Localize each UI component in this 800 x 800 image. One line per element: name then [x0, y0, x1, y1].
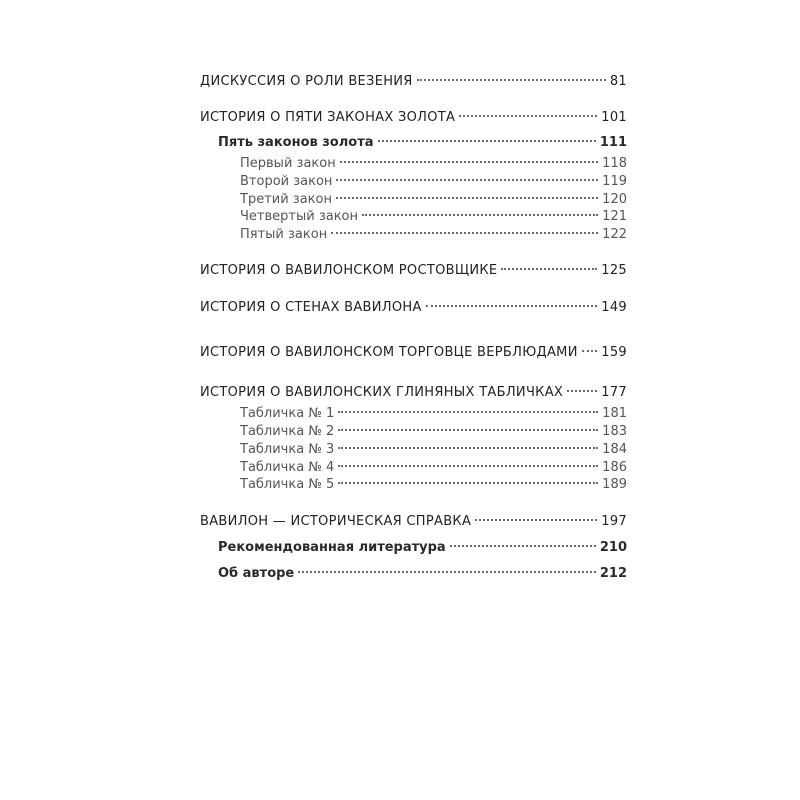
toc-entry: [218, 539, 627, 557]
toc-entry-page: 197: [601, 514, 627, 529]
toc-entry: [218, 565, 627, 583]
dot-leader: [417, 79, 606, 81]
toc-entry: [200, 109, 627, 127]
toc-entry: [218, 134, 627, 152]
toc-entry: [200, 384, 627, 402]
dot-leader: [336, 179, 598, 181]
toc-entry-title: Четвертый закон: [240, 209, 358, 224]
toc-entry-page: 189: [602, 477, 627, 492]
dot-leader: [362, 214, 598, 216]
toc-entry: [200, 299, 627, 317]
toc-entry-title: Первый закон: [240, 156, 336, 171]
toc-entry-page: 159: [601, 345, 627, 360]
toc-entry-title: Об авторе: [218, 566, 295, 581]
toc-entry: [240, 441, 627, 459]
toc-entry-title: ВАВИЛОН — ИСТОРИЧЕСКАЯ СПРАВКА: [200, 514, 472, 529]
toc-entry-title: ИСТОРИЯ О СТЕНАХ ВАВИЛОНА: [200, 300, 422, 315]
toc-entry-page: 186: [602, 460, 627, 475]
toc-entry-page: 119: [602, 174, 627, 189]
toc-entry-page: 181: [602, 406, 627, 421]
dot-leader: [378, 140, 596, 142]
toc-entry-page: 177: [601, 385, 627, 400]
toc-entry-title: Табличка № 1: [240, 406, 335, 421]
dot-leader: [426, 305, 598, 307]
dot-leader: [298, 571, 596, 573]
toc-entry-title: ДИСКУССИЯ О РОЛИ ВЕЗЕНИЯ: [200, 74, 413, 89]
toc-entry-title: Третий закон: [240, 192, 332, 207]
toc-entry: [240, 405, 627, 423]
toc-entry-page: 125: [601, 263, 627, 278]
dot-leader: [338, 465, 598, 467]
toc-entry: [240, 423, 627, 441]
toc-entry: [200, 513, 627, 531]
toc-entry: [240, 155, 627, 173]
toc-entry-title: ИСТОРИЯ О ВАВИЛОНСКИХ ГЛИНЯНЫХ ТАБЛИЧКАХ: [200, 385, 564, 400]
toc-entry-page: 122: [602, 227, 627, 242]
toc-entry-title: Второй закон: [240, 174, 333, 189]
toc-entry-page: 121: [602, 209, 627, 224]
toc-entry-page: 81: [609, 74, 627, 89]
dot-leader: [459, 115, 597, 117]
dot-leader: [501, 268, 597, 270]
toc-entry-title: ИСТОРИЯ О ПЯТИ ЗАКОНАХ ЗОЛОТА: [200, 110, 456, 125]
dot-leader: [338, 429, 598, 431]
toc-entry-title: Табличка № 5: [240, 477, 335, 492]
toc-entry-page: 118: [602, 156, 627, 171]
toc-entry: [240, 476, 627, 494]
toc-entry-title: Табличка № 3: [240, 442, 335, 457]
dot-leader: [336, 197, 598, 199]
toc-entry: [240, 226, 627, 244]
toc-entry: [200, 73, 627, 91]
toc-entry-page: 210: [599, 540, 627, 555]
toc-entry-page: 149: [601, 300, 627, 315]
dot-leader: [331, 232, 598, 234]
dot-leader: [340, 161, 598, 163]
toc-entry: [200, 344, 627, 362]
toc-entry-page: 212: [599, 566, 627, 581]
toc-entry-title: ИСТОРИЯ О ВАВИЛОНСКОМ ТОРГОВЦЕ ВЕРБЛЮДАМИ: [200, 345, 578, 360]
dot-leader: [338, 447, 598, 449]
dot-leader: [450, 545, 596, 547]
dot-leader: [567, 390, 597, 392]
toc-entry-page: 120: [602, 192, 627, 207]
toc-entry-title: Рекомендованная литература: [218, 540, 446, 555]
toc-entry: [240, 208, 627, 226]
dot-leader: [475, 519, 597, 521]
toc-entry: [240, 173, 627, 191]
toc-entry: [200, 262, 627, 280]
toc-entry-title: ИСТОРИЯ О ВАВИЛОНСКОМ РОСТОВЩИКЕ: [200, 263, 498, 278]
toc-entry-page: 101: [601, 110, 627, 125]
toc-entry-page: 111: [599, 135, 627, 150]
toc-entry-page: 184: [602, 442, 627, 457]
dot-leader: [338, 482, 598, 484]
toc-entry-title: Пять законов золота: [218, 135, 374, 150]
toc-entry-page: 183: [602, 424, 627, 439]
toc-entry: [240, 191, 627, 209]
dot-leader: [338, 411, 598, 413]
toc-entry: [240, 459, 627, 477]
dot-leader: [582, 350, 598, 352]
toc-entry-title: Табличка № 4: [240, 460, 335, 475]
toc-entry-title: Пятый закон: [240, 227, 328, 242]
toc-entry-title: Табличка № 2: [240, 424, 335, 439]
